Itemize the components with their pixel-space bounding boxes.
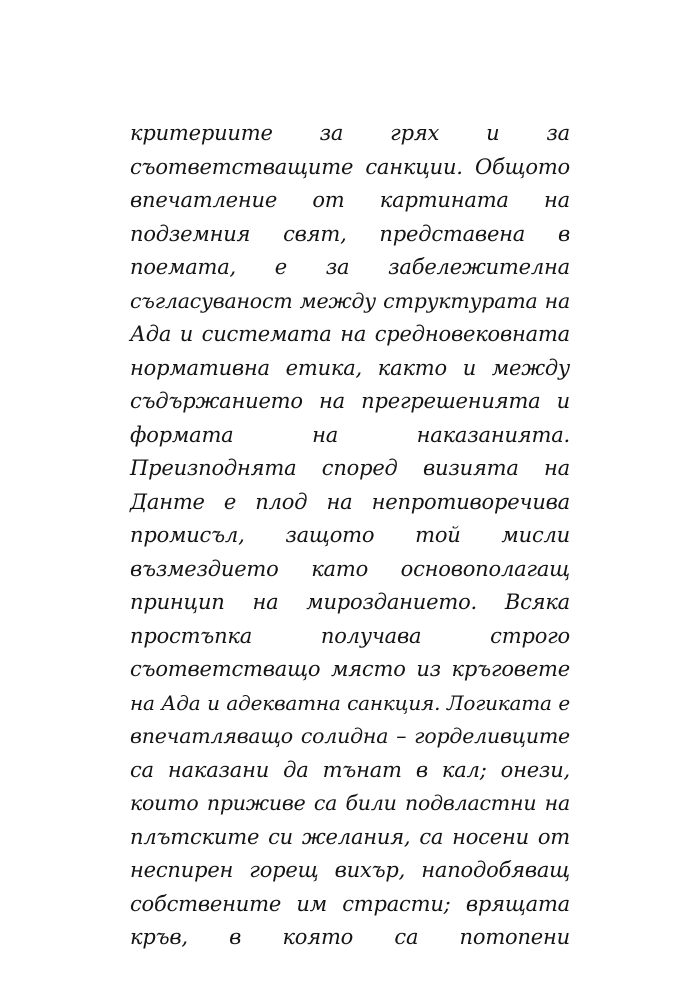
- text-line: простъпка получава строго: [130, 623, 570, 648]
- text-line: поемата, е за забележителна: [130, 255, 570, 279]
- text-line: възмездието като основополагащ: [130, 556, 570, 581]
- text-line: критериите за грях и за: [130, 121, 570, 145]
- text-line: които приживе са били подвластни на: [130, 791, 570, 815]
- text-line: съответстващо място из кръговете: [130, 657, 570, 681]
- text-line: промисъл, защото той мисли: [130, 523, 570, 547]
- text-line: на Ада и адекватна санкция. Логиката е: [130, 690, 570, 715]
- text-line: Преизподнята според визията на: [130, 456, 570, 480]
- text-line: плътските си желания, са носени от: [130, 824, 570, 849]
- body-text: [130, 117, 570, 955]
- text-line: Ада и системата на средновековната: [130, 322, 570, 346]
- text-line: Данте е плод на непротиворечива: [130, 489, 570, 514]
- text-line: формата на наказанията.: [130, 422, 570, 447]
- text-line: подземния свят, представена в: [130, 221, 570, 246]
- text-line: впечатляващо солидна – горделивците: [130, 724, 570, 748]
- text-line: съдържанието на прегрешенията и: [130, 389, 570, 413]
- text-line: принцип на мирозданието. Всяка: [130, 590, 570, 614]
- text-line: собствените им страсти; врящата: [130, 891, 570, 916]
- text-line: са наказани да тънат в кал; онези,: [130, 757, 570, 782]
- text-line: съответстващите санкции. Общото: [130, 154, 570, 179]
- text-line: кръв, в която са потопени: [130, 925, 570, 949]
- text-line: впечатление от картината на: [130, 188, 570, 212]
- text-line: съгласуваност между структурата на: [130, 288, 570, 313]
- text-line: неспирен горещ вихър, наподобяващ: [130, 858, 570, 882]
- text-line: нормативна етика, както и между: [130, 355, 570, 380]
